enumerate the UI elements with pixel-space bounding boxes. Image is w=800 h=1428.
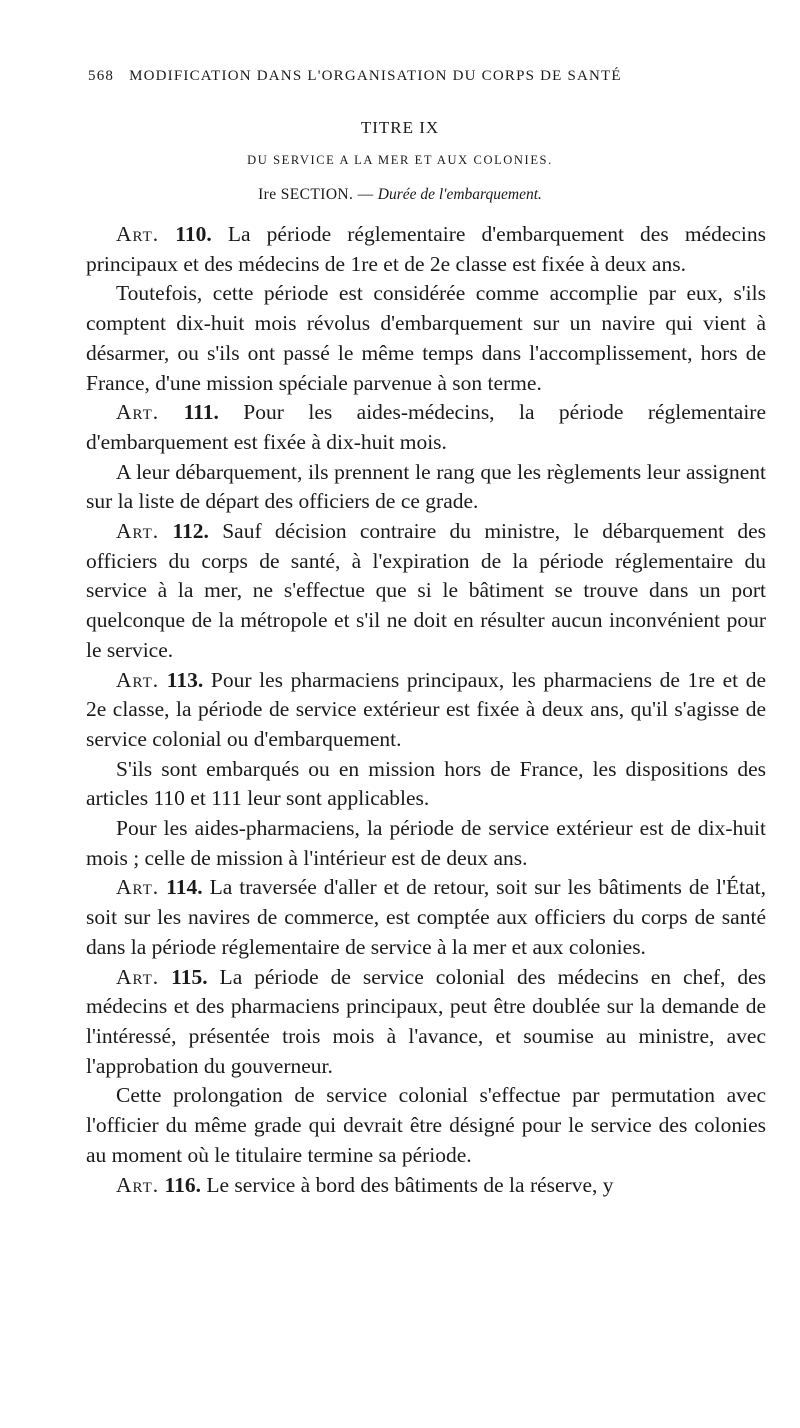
article-number: 112. (172, 519, 209, 544)
paragraph (86, 220, 766, 279)
paragraph (86, 458, 766, 517)
section-heading (0, 186, 800, 204)
article-label: Art. (116, 519, 160, 544)
article-number: 115. (171, 964, 208, 989)
paragraph-text: A leur débarquement, ils prennent le rang que les règlements leur assignent sur la liste de départ des officiers de ce grade. (86, 459, 766, 514)
title-heading: TITRE IX (360, 118, 440, 137)
paragraph (86, 873, 766, 962)
article-label: Art. (116, 400, 160, 425)
paragraph (86, 1081, 766, 1170)
article-number: 113. (166, 667, 204, 692)
paragraph-text: Sauf décision contraire du ministre, le débarquement des officiers du corps de santé, à l'expiration de la période réglementaire du service à la mer, ne s'effectue que si le bâtiment se trouve dans un port quelconque de la métropole et s'il ne doit en résulter aucun inconvénient pour le service. (86, 519, 766, 662)
article-number: 114. (166, 875, 203, 900)
paragraph (86, 517, 766, 666)
paragraph-text: La traversée d'aller et de retour, soit sur les bâtiments de l'État, soit sur les navires de commerce, est comptée aux officiers du corps de santé dans la période réglementaire de service à la mer et aux colonies. (86, 875, 767, 959)
article-number: 111. (183, 400, 219, 425)
paragraph-text: Pour les aides-médecins, la période réglementaire d'embarquement est fixée à dix-huit mois. (86, 400, 766, 454)
article-number: 116. (164, 1172, 201, 1197)
article-label: Art. (116, 222, 160, 246)
paragraph (86, 755, 766, 814)
paragraph (86, 279, 766, 398)
paragraph (86, 814, 766, 873)
paragraph-text: Cette prolongation de service colonial s'effectue par permutation avec l'officier du même grade qui devrait être désigné pour le service des colonies au moment où le titulaire termine sa période. (86, 1083, 766, 1167)
paragraph (86, 963, 766, 1082)
paragraph-text: La période de service colonial des médecins en chef, des médecins et des pharmaciens principaux, peut être doublée sur la demande de l'intéressé, présentée trois mois à l'avance, et soumise au ministre, avec l'approbation du gouverneur. (86, 964, 766, 1078)
title-subheading: DU SERVICE A LA MER ET AUX COLONIES. (247, 153, 553, 167)
paragraph (86, 1171, 766, 1201)
article-label: Art. (116, 964, 160, 989)
paragraph-text: Pour les pharmaciens principaux, les pharmaciens de 1re et de 2e classe, la période de service extérieur est fixée à deux ans, qu'il s'agisse de service colonial ou d'embarquement. (86, 667, 766, 751)
paragraph-text: Pour les aides-pharmaciens, la période de service extérieur est de dix-huit mois ; celle de mission à l'intérieur est de deux ans. (86, 816, 766, 870)
paragraph-text: Le service à bord des bâtiments de la réserve, y (201, 1172, 614, 1197)
paragraph-text: S'ils sont embarqués ou en mission hors de France, les dispositions des articles 110 et 111 leur sont applicables. (86, 756, 766, 811)
body-text (86, 220, 766, 1200)
section-label: Ire SECTION. — (258, 186, 374, 203)
page-number: 568 (88, 68, 115, 84)
article-label: Art. (116, 1172, 160, 1197)
article-number: 110. (175, 222, 212, 246)
paragraph-text: La période réglementaire d'embarquement des médecins principaux et des médecins de 1re et de 2e classe est fixée à deux ans. (86, 222, 767, 276)
article-label: Art. (116, 875, 160, 900)
running-title: MODIFICATION DANS L'ORGANISATION DU CORPS DE SANTÉ (129, 68, 622, 84)
paragraph-text: Toutefois, cette période est considérée comme accomplie par eux, s'ils comptent dix-huit mois révolus d'embarquement sur un navire qui vient à désarmer, ou s'ils ont passé le même temps dans l'accomplissement, hors de France, d'une mission spéciale parvenue à son terme. (86, 281, 766, 395)
paragraph (86, 666, 766, 755)
paragraph (86, 398, 766, 457)
article-label: Art. (116, 667, 160, 692)
section-title: Durée de l'embarquement. (377, 186, 542, 203)
running-header (88, 68, 768, 85)
